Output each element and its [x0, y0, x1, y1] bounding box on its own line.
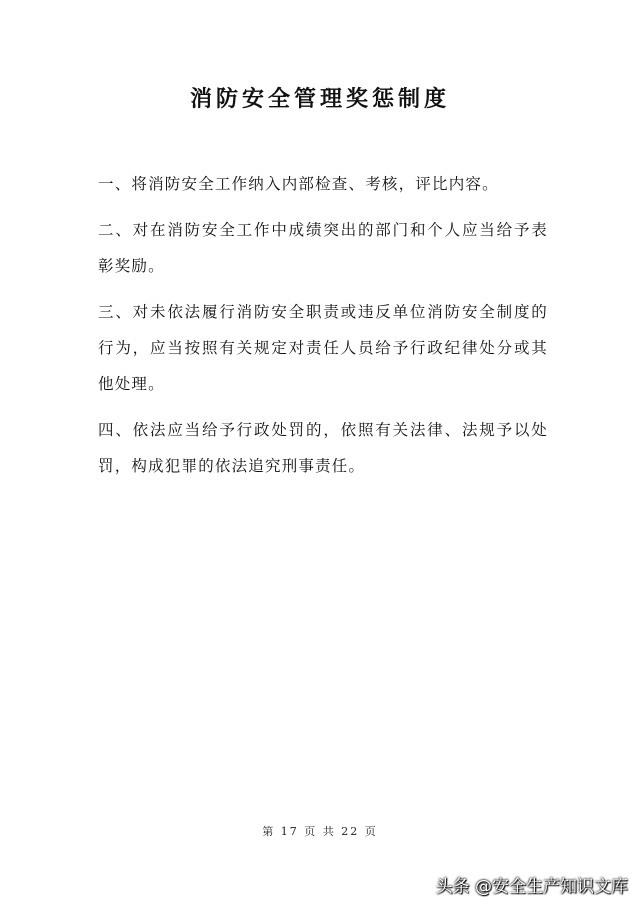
clause-list: [98, 166, 548, 494]
clause-3: 三、对未依法履行消防安全职责或违反单位消防安全制度的行为，应当按照有关规定对责任人员给予行政纪律处分或其他处理。: [98, 303, 548, 393]
watermark: 头条 @安全生产知识文库: [435, 877, 628, 897]
clause-1: 一、将消防安全工作纳入内部检查、考核，评比内容。: [98, 175, 499, 193]
clause-4: 四、依法应当给予行政处罚的，依照有关法律、法规予以处罚，构成犯罪的依法追究刑事责任。: [98, 421, 548, 475]
page-number: 第 17 页 共 22 页: [262, 825, 378, 838]
document-title: 消防安全管理奖惩制度: [189, 87, 450, 112]
clause-2: 二、对在消防安全工作中成绩突出的部门和个人应当给予表彰奖励。: [98, 221, 548, 275]
